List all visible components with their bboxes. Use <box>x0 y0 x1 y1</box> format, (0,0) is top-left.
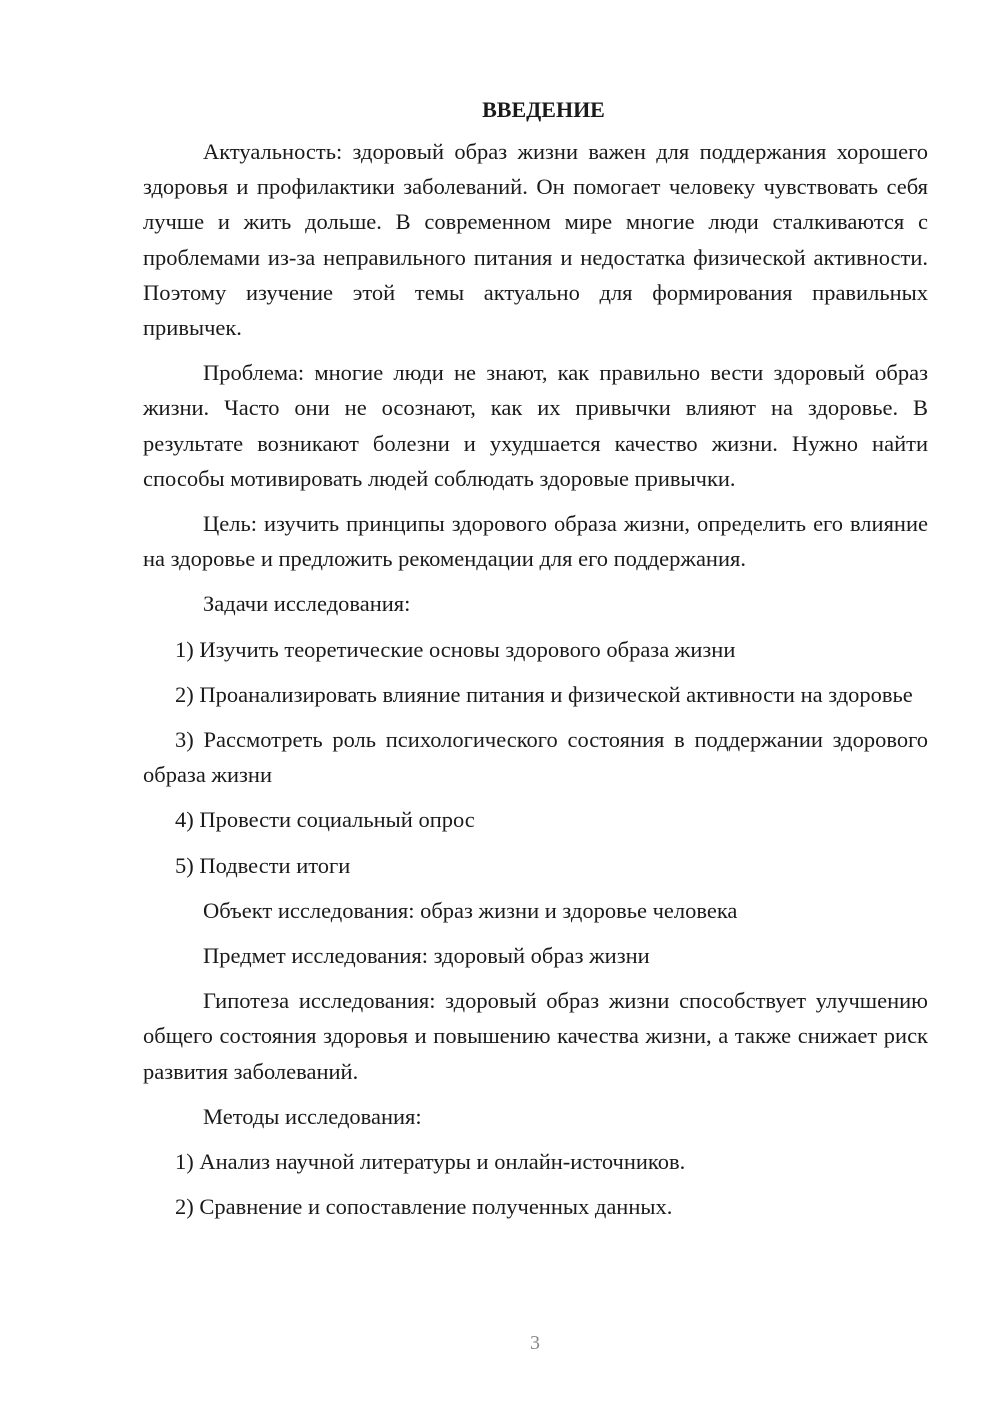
tasks-heading: Задачи исследования: <box>203 591 411 617</box>
task-item: 2) Проанализировать влияние питания и физической активности на здоровье <box>175 681 913 707</box>
relevance-paragraph: Актуальность: здоровый образ жизни важен для поддержания хорошего здоровья и профилактики заболеваний. Он помогает человеку чувствовать себя лучше и жить дольше. В современном мире многие люди сталкиваются с проблемами из-за неправильного питания и недостатка физической активности. Поэтому изучение этой темы актуально для формирования правильных привычек. <box>143 139 928 341</box>
page-title: ВВЕДЕНИЕ <box>482 97 605 122</box>
task-item: 3) Рассмотреть роль психологического состояния в поддержании здорового образа жизни <box>143 727 928 788</box>
methods-heading: Методы исследования: <box>203 1103 422 1129</box>
method-item: 2) Сравнение и сопоставление полученных данных. <box>175 1194 673 1220</box>
research-hypothesis: Гипотеза исследования: здоровый образ жизни способствует улучшению общего состояния здоровья и повышению качества жизни, а также снижает риск развития заболеваний. <box>143 988 928 1084</box>
page-number: 3 <box>530 1332 540 1354</box>
method-item: 1) Анализ научной литературы и онлайн-источников. <box>175 1149 686 1175</box>
research-subject: Предмет исследования: здоровый образ жизни <box>203 943 650 969</box>
problem-paragraph: Проблема: многие люди не знают, как правильно вести здоровый образ жизни. Часто они не осознают, как их привычки влияют на здоровье. В результате возникают болезни и ухудшается качество жизни. Нужно найти способы мотивировать людей соблюдать здоровые привычки. <box>143 360 928 491</box>
task-item: 5) Подвести итоги <box>175 852 351 878</box>
task-item: 1) Изучить теоретические основы здорового образа жизни <box>175 636 736 662</box>
document-page <box>143 92 928 1234</box>
research-object: Объект исследования: образ жизни и здоровье человека <box>203 897 738 923</box>
task-item: 4) Провести социальный опрос <box>175 807 475 833</box>
goal-paragraph: Цель: изучить принципы здорового образа жизни, определить его влияние на здоровье и предложить рекомендации для его поддержания. <box>143 511 928 572</box>
